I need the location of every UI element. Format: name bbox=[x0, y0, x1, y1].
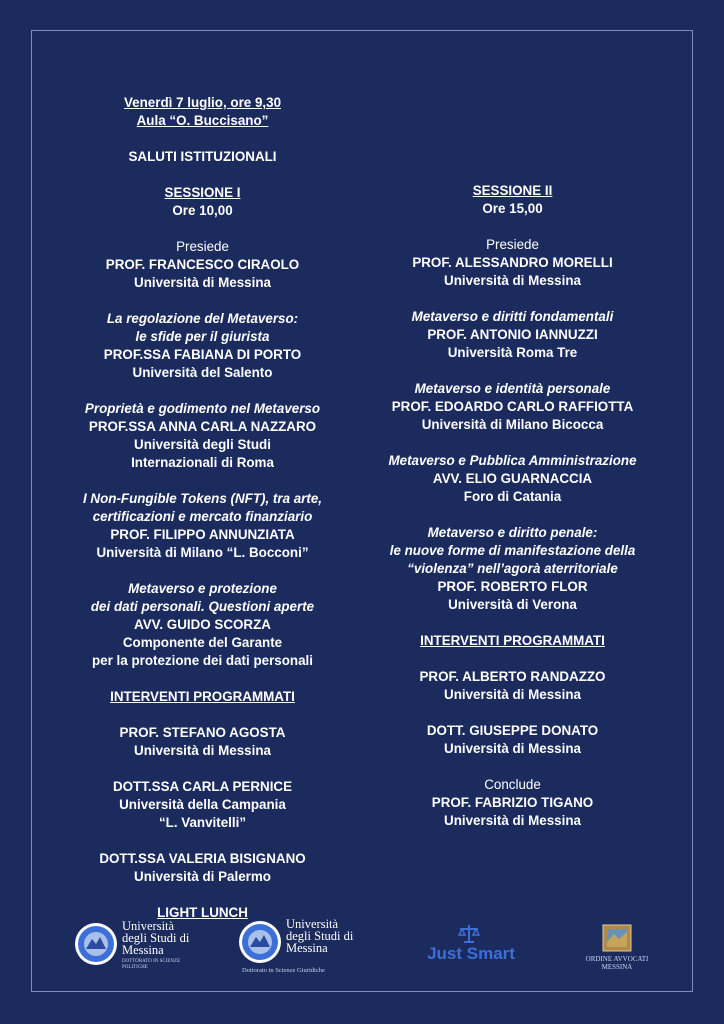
talk-speaker: PROF.SSA FABIANA DI PORTO bbox=[103, 347, 302, 362]
unime-logo-1-line1: Università bbox=[122, 919, 175, 933]
talk-title: le nuove forme di manifestazione della bbox=[389, 543, 636, 558]
unime-seal-icon bbox=[238, 920, 282, 964]
talk-affiliation: Università di Milano Bicocca bbox=[421, 417, 604, 432]
talk-speaker: PROF. FILIPPO ANNUNZIATA bbox=[110, 527, 295, 542]
intervento-name: PROF. STEFANO AGOSTA bbox=[119, 725, 286, 740]
talk-title: Metaverso e identità personale bbox=[414, 381, 611, 396]
session-1-chair-name: PROF. FRANCESCO CIRAOLO bbox=[105, 257, 300, 272]
session-1-title: SESSIONE I bbox=[164, 185, 241, 200]
talk-title: Metaverso e diritti fondamentali bbox=[411, 309, 614, 324]
logo-strip bbox=[0, 910, 724, 990]
ordine-avvocati-logo bbox=[574, 924, 664, 984]
talk-title: Metaverso e Pubblica Amministrazione bbox=[388, 453, 637, 468]
talk-affiliation: Università di Verona bbox=[448, 597, 577, 612]
talk-affiliation: Università Roma Tre bbox=[447, 345, 578, 360]
intervento-name: DOTT.SSA VALERIA BISIGNANO bbox=[99, 851, 306, 866]
interventi-heading: INTERVENTI PROGRAMMATI bbox=[420, 633, 605, 648]
intervento-affiliation: Università di Messina bbox=[444, 687, 581, 702]
talk-title: Metaverso e protezione bbox=[128, 581, 277, 596]
talk-affiliation: per la protezione dei dati personali bbox=[92, 653, 313, 668]
interventi-heading: INTERVENTI PROGRAMMATI bbox=[110, 689, 295, 704]
talk-affiliation: Università del Salento bbox=[132, 365, 273, 380]
talk-title: dei dati personali. Questioni aperte bbox=[90, 599, 315, 614]
conclude-name: PROF. FABRIZIO TIGANO bbox=[431, 795, 594, 810]
talk-speaker: AVV. GUIDO SCORZA bbox=[134, 617, 271, 632]
talk-affiliation: Università degli Studi bbox=[134, 437, 271, 452]
unime-logo-1-sub2: POLITICHE bbox=[122, 965, 148, 970]
session-2-time: Ore 15,00 bbox=[482, 201, 543, 216]
unime-seal-icon bbox=[74, 922, 118, 966]
unime-logo-2-line3: Messina bbox=[286, 941, 328, 955]
ordine-line2: MESSINA bbox=[601, 963, 633, 971]
session-2-column bbox=[365, 182, 660, 830]
event-date: Venerdì 7 luglio, ore 9,30 bbox=[123, 95, 282, 110]
talk-title: certificazioni e mercato finanziario bbox=[92, 509, 313, 524]
talk-speaker: AVV. ELIO GUARNACCIA bbox=[432, 471, 593, 486]
just-smart-logo bbox=[412, 924, 532, 974]
talk-title: I Non-Fungible Tokens (NFT), tra arte, bbox=[82, 491, 323, 506]
session-2-title: SESSIONE II bbox=[472, 183, 553, 198]
unime-logo-2 bbox=[238, 918, 368, 988]
light-lunch: LIGHT LUNCH bbox=[157, 905, 248, 920]
unime-logo-2-sub1: Dottorato in Scienze Giuridiche bbox=[242, 967, 325, 974]
session-2-chair-label: Presiede bbox=[486, 237, 539, 252]
unime-logo-1-line3: Messina bbox=[122, 943, 164, 957]
scales-icon bbox=[458, 924, 480, 944]
talk-speaker: PROF. ANTONIO IANNUZZI bbox=[427, 327, 598, 342]
session-1-column bbox=[60, 94, 345, 922]
ordine-emblem-icon bbox=[602, 924, 632, 952]
talk-title: “violenza” nell’agorà aterritoriale bbox=[407, 561, 618, 576]
just-smart-text: Just Smart bbox=[427, 944, 515, 963]
talk-speaker: PROF. EDOARDO CARLO RAFFIOTTA bbox=[391, 399, 634, 414]
session-2-chair-name: PROF. ALESSANDRO MORELLI bbox=[412, 255, 613, 270]
intervento-name: PROF. ALBERTO RANDAZZO bbox=[419, 669, 606, 684]
talk-title: Metaverso e diritto penale: bbox=[427, 525, 598, 540]
session-1-time: Ore 10,00 bbox=[172, 203, 233, 218]
greetings-heading: SALUTI ISTITUZIONALI bbox=[128, 149, 277, 164]
intervento-affiliation: Università di Palermo bbox=[134, 869, 271, 884]
talk-speaker: PROF. ROBERTO FLOR bbox=[437, 579, 588, 594]
talk-speaker: PROF.SSA ANNA CARLA NAZZARO bbox=[88, 419, 317, 434]
intervento-name: DOTT.SSA CARLA PERNICE bbox=[112, 779, 293, 794]
talk-title: Proprietà e godimento nel Metaverso bbox=[84, 401, 321, 416]
intervento-affiliation: “L. Vanvitelli” bbox=[158, 815, 247, 830]
talk-affiliation: Università di Milano “L. Bocconi” bbox=[96, 545, 309, 560]
intervento-name: DOTT. GIUSEPPE DONATO bbox=[426, 723, 599, 738]
talk-title: le sfide per il giurista bbox=[135, 329, 270, 344]
session-1-chair-label: Presiede bbox=[176, 239, 229, 254]
talk-title: La regolazione del Metaverso: bbox=[106, 311, 299, 326]
session-2-chair-affiliation: Università di Messina bbox=[444, 273, 581, 288]
intervento-affiliation: Università di Messina bbox=[444, 741, 581, 756]
unime-logo-1 bbox=[74, 918, 214, 988]
event-room: Aula “O. Buccisano” bbox=[136, 113, 269, 128]
ordine-line1: ORDINE AVVOCATI bbox=[585, 955, 649, 963]
talk-affiliation: Componente del Garante bbox=[122, 635, 283, 650]
unime-logo-2-line1: Università bbox=[286, 917, 339, 931]
talk-affiliation: Foro di Catania bbox=[463, 489, 562, 504]
intervento-affiliation: Università di Messina bbox=[134, 743, 271, 758]
session-1-chair-affiliation: Università di Messina bbox=[134, 275, 271, 290]
unime-logo-1-line2: degli Studi di bbox=[122, 931, 190, 945]
unime-logo-1-sub1: DOTTORATO IN SCIENZE bbox=[122, 959, 181, 964]
talk-affiliation: Internazionali di Roma bbox=[131, 455, 274, 470]
conclude-label: Conclude bbox=[484, 777, 541, 792]
conclude-affiliation: Università di Messina bbox=[444, 813, 581, 828]
intervento-affiliation: Università della Campania bbox=[119, 797, 286, 812]
unime-logo-2-line2: degli Studi di bbox=[286, 929, 354, 943]
